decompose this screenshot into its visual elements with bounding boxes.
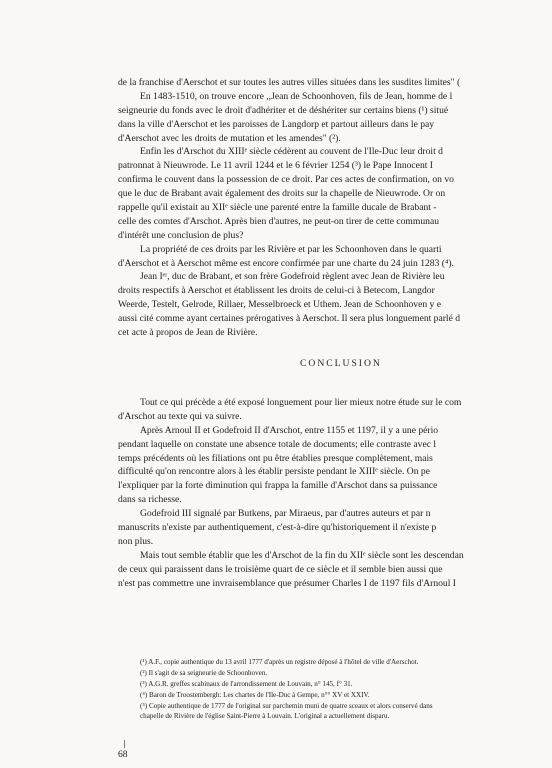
text-line: dans la ville d'Aerschot et les paroisses de Langdorp et partout ailleurs dans le pay bbox=[118, 118, 435, 130]
text-line: que le duc de Brabant avait également des droits sur la chapelle de Nieuwrode. Or on bbox=[118, 188, 446, 200]
footnote: chapelle de Rivière de l'église Saint-Pierre à Louvain. L'original a actuellement disparu. bbox=[140, 712, 390, 721]
text-line: manuscrits n'existe par authentiquement, c'est-à-dire qu'historiquement il n'existe p bbox=[118, 522, 437, 534]
text-line: dans sa richesse. bbox=[118, 494, 182, 506]
text-line: Jean Iᵉʳ, duc de Brabant, et son frère Godefroid règlent avec Jean de Rivière leu bbox=[140, 271, 445, 283]
text-line: Après Arnoul II et Godefroid II d'Arschot, entre 1155 et 1197, il y a une pério bbox=[140, 424, 439, 436]
text-line: temps précédents où les filiations ont pu être établies presque complètement, mais bbox=[118, 452, 433, 464]
text-line: En 1483-1510, on trouve encore ,,Jean de Schoonhoven, fils de Jean, homme de l bbox=[140, 90, 453, 102]
footnote: (⁴) Baron de Troostembergh: Les chartes de l'Ile-Duc à Gempe, n°° XV et XXIV. bbox=[140, 690, 370, 699]
section-heading: CONCLUSION bbox=[300, 358, 382, 369]
text-line: seigneurie du fonds avec le droit d'adhériter et de déshériter sur certains biens (¹) situé bbox=[118, 104, 449, 116]
text-line: pendant laquelle on constate une absence totale de documents; elle contraste avec l bbox=[118, 438, 437, 450]
page-number-mark bbox=[124, 740, 125, 748]
text-line: d'Arschot au texte qui va suivre. bbox=[118, 410, 242, 422]
text-line: difficulté qu'on rencontre alors à les établir persiste pendant le XIIIᵉ siècle. On pe bbox=[118, 466, 430, 478]
footnote: (¹) A.F., copie authentique du 13 avril 1777 d'après un registre déposé à l'hôtel de ville d'Aerschot. bbox=[140, 658, 419, 666]
text-line: Mais tout semble établir que les d'Arschot de la fin du XIIᵉ siècle sont les descendan bbox=[140, 549, 464, 561]
text-line: Godefroid III signalé par Butkens, par Miraeus, par d'autres auteurs et par n bbox=[140, 508, 431, 520]
text-line: d'Aerschot et à Aerschot même est encore confirmée par une charte du 24 juin 1283 (⁴). bbox=[118, 257, 454, 269]
text-line: patronnat à Nieuwrode. Le 11 avril 1244 et le 6 février 1254 (³) le Pape Innocent I bbox=[118, 160, 434, 172]
footnotes bbox=[140, 657, 552, 722]
text-line: l'expliquer par la forte diminution qui frappa la famille d'Arschot dans sa puissance bbox=[118, 480, 438, 492]
text-line: celle des comtes d'Arschot. Après bien d'autres, ne peut-on tirer de cette communau bbox=[118, 215, 440, 227]
text-line: cet acte à propos de Jean de Rivière. bbox=[118, 327, 258, 339]
text-line: de la franchise d'Aerschot et sur toutes les autres villes situées dans les susdites limites" ( bbox=[118, 77, 461, 88]
text-line: La propriété de ces droits par les Rivière et par les Schoonhoven dans le quarti bbox=[140, 243, 442, 255]
text-line: n'est pas commettre une invraisemblance que présumer Charles I de 1197 fils d'Arnoul I bbox=[118, 577, 456, 589]
body-text-top bbox=[118, 76, 552, 340]
text-line: rappelle qu'il existait au XIIᵉ siècle une parenté entre la famille ducale de Brabant - bbox=[118, 202, 437, 214]
footnote: (³) A.G.R. greffes scabinaux de l'arrondissement de Louvain, n° 145, f° 31. bbox=[140, 679, 353, 688]
text-line: Weerde, Testelt, Gelrode, Rillaer, Messelbroeck et Uthem. Jean de Schoonhoven y e bbox=[118, 299, 442, 311]
body-text-bottom bbox=[118, 396, 552, 590]
footnote: (⁵) Copie authentique de 1777 de l'original sur parchemin muni de quatre sceaux et alors conservé dans bbox=[140, 701, 433, 710]
text-line: confirma le couvent dans la possession de ce droit. Par ces actes de confirmation, on vo bbox=[118, 174, 454, 186]
page-number: 68 bbox=[118, 749, 128, 760]
text-line: d'Aerschot avec les droits de mutation et les amendes" (²). bbox=[118, 132, 341, 144]
text-line: Enfin les d'Arschot du XIIIᵉ siècle cédèrent au couvent de l'Ile-Duc leur droit d bbox=[140, 146, 443, 158]
text-line: aussi cité comme ayant certaines prérogatives à Aerschot. Il sera plus longuement parlé d bbox=[118, 313, 461, 325]
footnote: (²) Il s'agit de sa seigneurie de Schoonhoven. bbox=[140, 668, 268, 677]
text-line: non plus. bbox=[118, 535, 154, 547]
text-line: Tout ce qui précède a été exposé longuement pour lier mieux notre étude sur le com bbox=[140, 397, 462, 408]
text-line: droits respectifs à Aerschot et établissent les droits de celui-ci à Betecom, Langdor bbox=[118, 285, 435, 297]
text-line: d'intérêt une conclusion de plus? bbox=[118, 229, 244, 241]
text-line: de ceux qui paraissent dans le troisième quart de ce siècle et il semble bien aussi que bbox=[118, 563, 443, 575]
